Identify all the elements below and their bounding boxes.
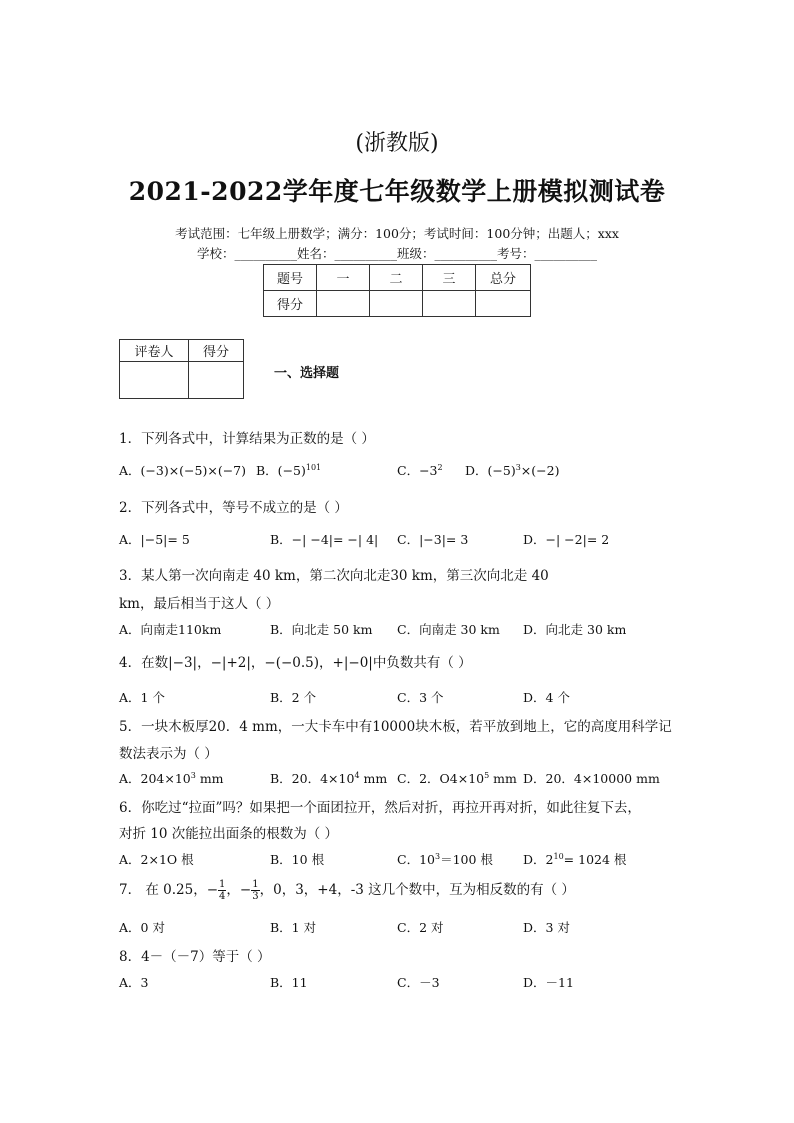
grader-score-cell[interactable]	[189, 362, 244, 399]
option-d: D．3 对	[523, 920, 570, 935]
exam-info: 考试范围：七年级上册数学；满分：100分；考试时间：100分钟；出题人；xxx	[175, 226, 619, 241]
option-a: A．(−3)×(−5)×(−7)	[119, 463, 247, 478]
option-d: D．20．4×10000 mm	[523, 771, 660, 786]
score-header-cell: 题号	[264, 265, 317, 291]
score-header-cell: 三	[423, 265, 476, 291]
option-b: B．1 对	[270, 920, 317, 935]
score-cell[interactable]	[423, 291, 476, 317]
fraction: $\frac{1}{3}$	[252, 879, 259, 902]
option-b: B．11	[270, 975, 308, 990]
option-d: D．$2^{10}= 1024$ 根	[523, 851, 627, 867]
score-header-cell: 总分	[476, 265, 531, 291]
option-d: D．$(-5)^3\times(-2)$	[465, 462, 560, 478]
score-row-label: 得分	[264, 291, 317, 317]
question-stem: 3．某人第一次向南走 40 km，第二次向北走30 km，第三次向北走 40	[119, 568, 549, 584]
option-b: B．向北走 50 km	[270, 622, 373, 637]
option-a: A．向南走110km	[119, 622, 222, 637]
grader-table	[119, 339, 244, 399]
option-a: A．|−5|= 5	[119, 532, 190, 547]
option-c: C．2．$O4\times 10^5$ mm	[397, 770, 517, 786]
question-stem: 4．在数|−3|，−|+2|，−(−0.5)，+|−0|中负数共有（ ）	[119, 655, 472, 671]
score-header-cell: 二	[370, 265, 423, 291]
exam-title: 2021-2022学年度七年级数学上册模拟测试卷	[128, 177, 666, 206]
fraction: $\frac{1}{4}$	[219, 879, 226, 902]
option-b: B．2 个	[270, 690, 317, 705]
option-d: D．−| −2|= 2	[523, 532, 610, 547]
option-c: C．$-3^2$	[397, 462, 443, 478]
score-table	[263, 264, 531, 317]
question-stem-cont: km，最后相当于这人（ ）	[119, 596, 280, 612]
option-d: D．－11	[523, 975, 574, 990]
option-c: C．3 个	[397, 690, 444, 705]
score-header-cell: 一	[317, 265, 370, 291]
option-d: D．4 个	[523, 690, 570, 705]
score-cell[interactable]	[476, 291, 531, 317]
option-b: B．20．$4\times 10^4$ mm	[270, 770, 388, 786]
option-a: A．1 个	[119, 690, 165, 705]
question-stem: 1．下列各式中，计算结果为正数的是（ ）	[119, 431, 375, 447]
option-b: B．$(-5)^{101}$	[256, 462, 322, 478]
student-info-line: 学校：__________姓名：__________班级：__________考号：__________	[196, 246, 597, 261]
grader-cell[interactable]	[120, 362, 189, 399]
question-stem-cont: 数法表示为（ ）	[119, 746, 218, 762]
question-stem: 2．下列各式中，等号不成立的是（ ）	[119, 500, 348, 516]
question-stem: 6．你吃过“拉面”吗？如果把一个面团拉开，然后对折，再拉开再对折，如此往复下去，	[119, 800, 641, 816]
grader-header: 评卷人	[120, 340, 189, 362]
option-a: A．0 对	[119, 920, 165, 935]
option-b: B．10 根	[270, 852, 325, 867]
option-a: A．2×1O 根	[119, 852, 194, 867]
question-stem-cont: 对折 10 次能拉出面条的根数为（ ）	[119, 826, 339, 842]
option-c: C．$10^3=100$ 根	[397, 851, 493, 867]
option-c: C．－3	[397, 975, 440, 990]
option-a: A．3	[119, 975, 149, 990]
score-cell[interactable]	[317, 291, 370, 317]
edition-label: (浙教版)	[355, 131, 439, 156]
option-b: B．−| −4|= −| 4|	[270, 532, 379, 547]
grader-score-header: 得分	[189, 340, 244, 362]
score-cell[interactable]	[370, 291, 423, 317]
question-stem: 8．4－（－7）等于（ ）	[119, 949, 271, 965]
question-stem: 5．一块木板厚20．4 mm，一大卡车中有10000块木板，若平放到地上，它的高度用科学记	[119, 719, 672, 735]
section-title: 一、选择题	[274, 366, 340, 381]
option-c: C．向南走 30 km	[397, 622, 500, 637]
option-c: C．|−3|= 3	[397, 532, 469, 547]
option-a: A．$204\times 10^3$ mm	[119, 770, 224, 786]
question-stem: 7． 在 0.25，− $\frac{1}{4}$ ，− $\frac{1}{3}$ ，0，3，+4，-3 这几个数中，互为相反数的有（ ）	[119, 879, 575, 902]
option-c: C．2 对	[397, 920, 444, 935]
option-d: D．向北走 30 km	[523, 622, 627, 637]
